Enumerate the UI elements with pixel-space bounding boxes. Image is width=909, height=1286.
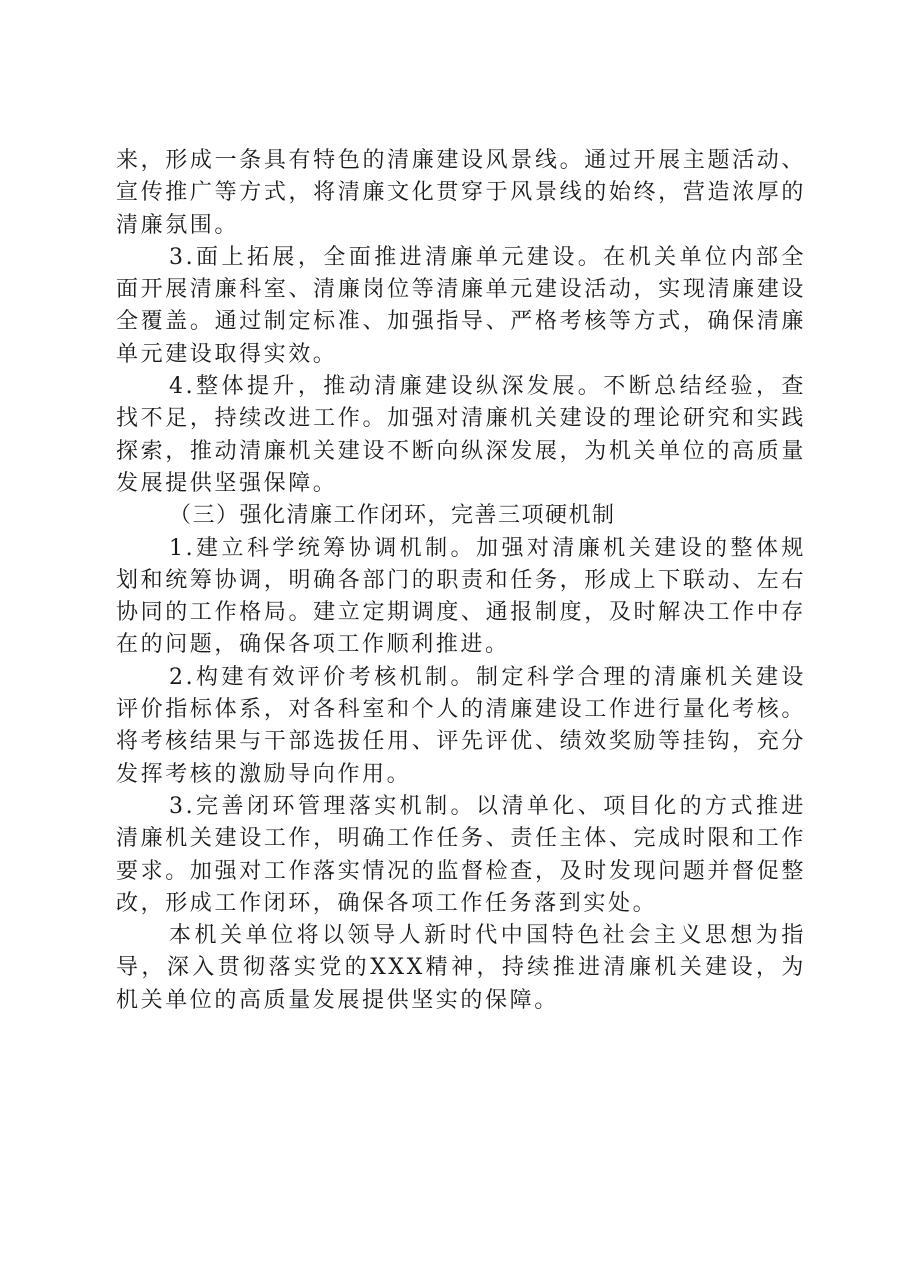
paragraph-mechanism-1: 1.建立科学统筹协调机制。加强对清廉机关建设的整体规划和统筹协调，明确各部门的职责和任务，形成上下联动、左右协同的工作格局。建立定期调度、通报制度，及时解决工作中存在的问题，确保各项工作顺利推进。 [116,535,806,658]
paragraph-mechanism-3: 3.完善闭环管理落实机制。以清单化、项目化的方式推进清廉机关建设工作，明确工作任务、责任主体、完成时限和工作要求。加强对工作落实情况的监督检查，及时发现问题并督促整改，形成工作闭环，确保各项工作任务落到实处。 [116,793,806,916]
paragraph-continuation: 来，形成一条具有特色的清廉建设风景线。通过开展主题活动、宣传推广等方式，将清廉文化贯穿于风景线的始终，营造浓厚的清廉氛围。 [116,148,806,238]
paragraph-mechanism-2: 2.构建有效评价考核机制。制定科学合理的清廉机关建设评价指标体系，对各科室和个人的清廉建设工作进行量化考核。将考核结果与干部选拔任用、评先评优、绩效奖励等挂钩，充分发挥考核的激励导向作用。 [116,664,806,787]
document-page [116,145,806,1017]
paragraph-item-3: 3.面上拓展，全面推进清廉单元建设。在机关单位内部全面开展清廉科室、清廉岗位等清廉单元建设活动，实现清廉建设全覆盖。通过制定标准、加强指导、严格考核等方式，确保清廉单元建设取得实效。 [116,244,806,367]
section-heading: （三）强化清廉工作闭环，完善三项硬机制 [169,503,616,529]
paragraph-closing: 本机关单位将以领导人新时代中国特色社会主义思想为指导，深入贯彻落实党的XXX精神，持续推进清廉机关建设，为机关单位的高质量发展提供坚实的保障。 [116,923,806,1013]
paragraph-item-4: 4.整体提升，推动清廉建设纵深发展。不断总结经验，查找不足，持续改进工作。加强对清廉机关建设的理论研究和实践探索，推动清廉机关建设不断向纵深发展，为机关单位的高质量发展提供坚强保障。 [116,374,806,496]
